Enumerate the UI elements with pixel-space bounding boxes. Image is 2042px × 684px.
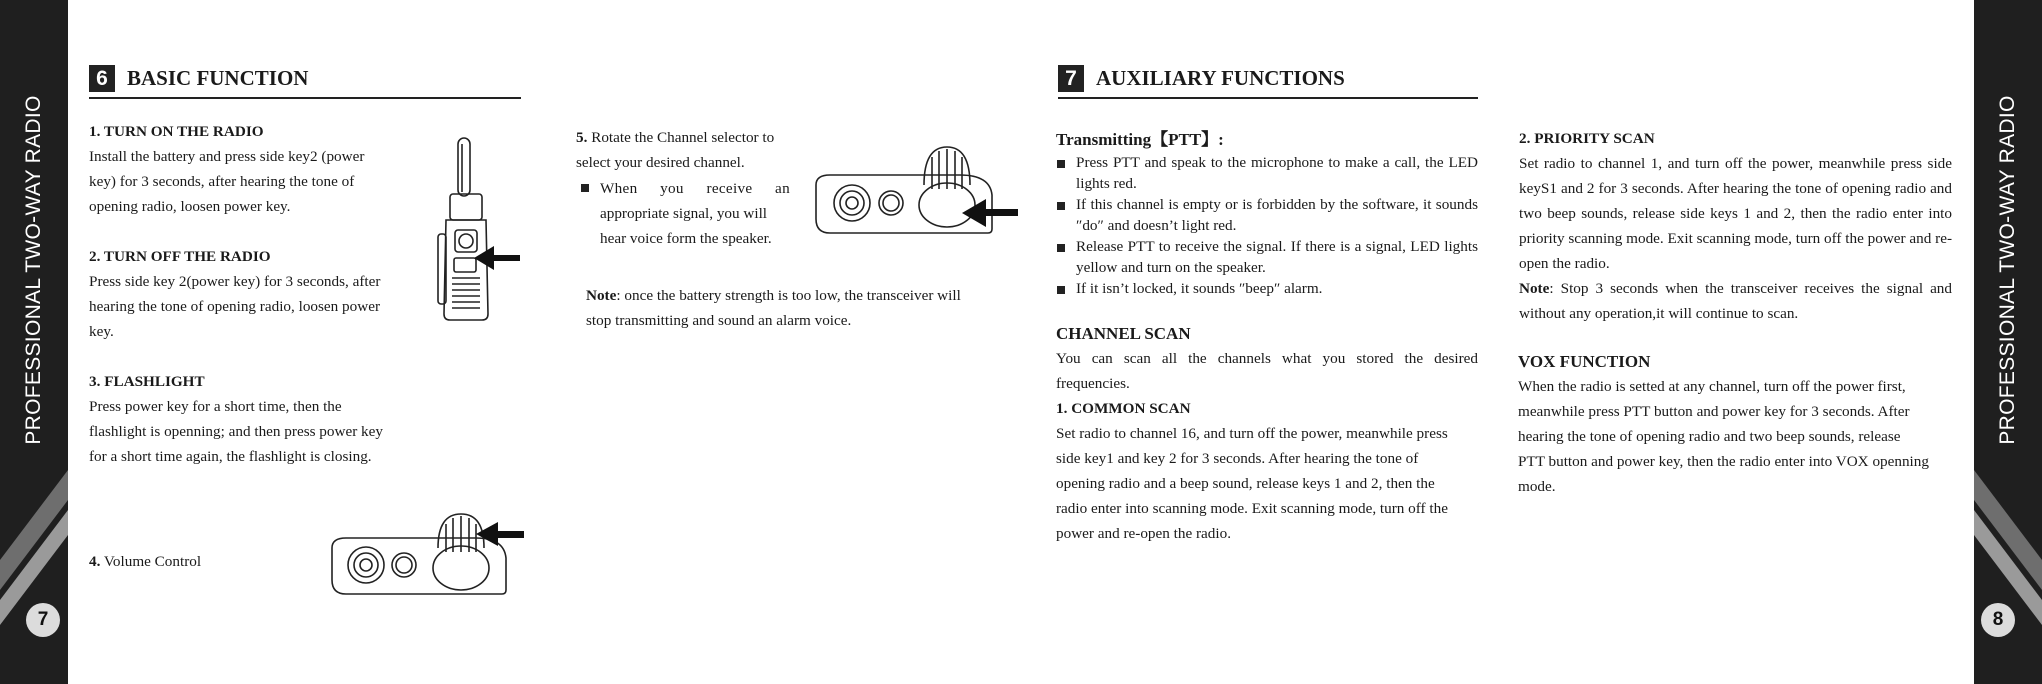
volume-text: Volume Control (100, 553, 202, 570)
common-scan-line: power and re-open the radio. (1056, 525, 1232, 542)
vox-function-block (1518, 350, 1958, 499)
ptt-heading: Transmitting【PTT】: (1056, 130, 1224, 149)
volume-number: 4. (89, 553, 101, 570)
turn-off-heading: 2. TURN OFF THE RADIO (89, 248, 271, 265)
vox-line: mode. (1518, 478, 1556, 495)
note-line: : once the battery strength is too low, the transceiver will (616, 287, 961, 304)
common-scan-line: radio enter into scanning mode. Exit scanning mode, turn off the (1056, 500, 1448, 517)
ptt-block (1056, 128, 1478, 299)
vox-line: When the radio is setted at any channel, turn off the power first, (1518, 378, 1906, 395)
channel-selector-block (576, 125, 816, 175)
battery-note (586, 283, 1026, 333)
receive-line: hear voice form the speaker. (600, 230, 772, 247)
receive-signal-block (580, 176, 790, 251)
turn-on-line: Install the battery and press side key2 (power (89, 148, 365, 165)
section-number-box: 7 (1058, 65, 1084, 92)
receive-line: appropriate signal, you will (600, 205, 768, 222)
channel-line: select your desired channel. (576, 154, 745, 171)
common-scan-line: opening radio and a beep sound, release keys 1 and 2, then the (1056, 475, 1435, 492)
ptt-bullet: If this channel is empty or is forbidden by the software, it sounds ″do″ and doesn’t light red. (1056, 194, 1478, 236)
section-number-box: 6 (89, 65, 115, 92)
turn-off-line: Press side key 2(power key) for 3 seconds, after (89, 273, 381, 290)
flashlight-line: Press power key for a short time, then the (89, 398, 342, 415)
left-side-band (0, 0, 68, 684)
common-scan-heading: 1. COMMON SCAN (1056, 400, 1191, 417)
channel-line: Rotate the Channel selector to (587, 129, 775, 146)
vox-line: hearing the tone of opening radio and two beep sounds, release (1518, 428, 1901, 445)
turn-off-line: key. (89, 323, 114, 340)
flashlight-block (89, 369, 429, 469)
vox-line: PTT button and power key, then the radio enter into VOX openning (1518, 453, 1929, 470)
receive-bullet (580, 176, 790, 251)
ptt-bullet: Release PTT to receive the signal. If there is a signal, LED lights yellow and turn on the speaker. (1056, 236, 1478, 278)
handheld-radio-illustration (432, 134, 522, 324)
vox-line: meanwhile press PTT button and power key for 3 seconds. After (1518, 403, 1910, 420)
priority-note-text: : Stop 3 seconds when the transceiver receives the signal and without any operation,it will continue to scan. (1519, 280, 1952, 322)
flashlight-line: for a short time again, the flashlight is closing. (89, 448, 372, 465)
channel-knob-illustration (810, 141, 1020, 241)
note-label: Note (586, 287, 617, 304)
basic-function-heading (89, 65, 521, 99)
section-title: BASIC FUNCTION (127, 66, 309, 90)
common-scan-line: Set radio to channel 16, and turn off the power, meanwhile press (1056, 425, 1448, 442)
flashlight-line: flashlight is openning; and then press power key (89, 423, 383, 440)
right-page-number: 8 (1981, 603, 2015, 637)
ptt-bullet: If it isn’t locked, it sounds ″beep″ alarm. (1056, 278, 1478, 299)
turn-off-line: hearing the tone of opening radio, loosen power (89, 298, 381, 315)
priority-scan-heading: 2. PRIORITY SCAN (1519, 130, 1655, 147)
channel-scan-text: You can scan all the channels what you stored the desired frequencies. (1056, 350, 1478, 392)
channel-number: 5. (576, 129, 588, 146)
volume-knob-illustration (326, 508, 526, 598)
flashlight-heading: 3. FLASHLIGHT (89, 373, 205, 390)
turn-on-heading: 1. TURN ON THE RADIO (89, 123, 264, 140)
pointer-arrow-icon (474, 246, 520, 270)
turn-on-line: opening radio, loosen power key. (89, 198, 291, 215)
volume-control-label (89, 549, 289, 574)
note-line: stop transmitting and sound an alarm voice. (586, 312, 852, 329)
ptt-bullets (1056, 152, 1478, 299)
pointer-arrow-icon (962, 199, 1018, 227)
turn-on-line: key) for 3 seconds, after hearing the tone of (89, 173, 355, 190)
right-side-title: PROFESSIONAL TWO-WAY RADIO (1996, 95, 2019, 445)
priority-scan-text: Set radio to channel 1, and turn off the power, meanwhile press side keyS1 and 2 for 3 seconds. After hearing the tone of opening radio and two beep sounds, release side keys 1 and 2, then the radio enter into priority scanning mode. Exit scanning mode, turn off the power and re-open the radio. (1519, 155, 1952, 272)
common-scan-line: side key1 and key 2 for 3 seconds. After hearing the tone of (1056, 450, 1419, 467)
priority-scan-block (1519, 126, 1952, 326)
vox-heading: VOX FUNCTION (1518, 352, 1651, 371)
ptt-bullet: Press PTT and speak to the microphone to make a call, the LED lights red. (1056, 152, 1478, 194)
receive-line: When you receive an (600, 180, 790, 197)
turn-on-block (89, 119, 419, 219)
left-side-title: PROFESSIONAL TWO-WAY RADIO (22, 95, 45, 445)
auxiliary-functions-heading (1058, 65, 1478, 99)
section-title: AUXILIARY FUNCTIONS (1096, 66, 1345, 90)
channel-scan-block (1056, 322, 1478, 546)
turn-off-block (89, 244, 419, 344)
left-page-number: 7 (26, 603, 60, 637)
priority-note-label: Note (1519, 280, 1550, 297)
channel-scan-heading: CHANNEL SCAN (1056, 324, 1191, 343)
right-side-band (1974, 0, 2042, 684)
